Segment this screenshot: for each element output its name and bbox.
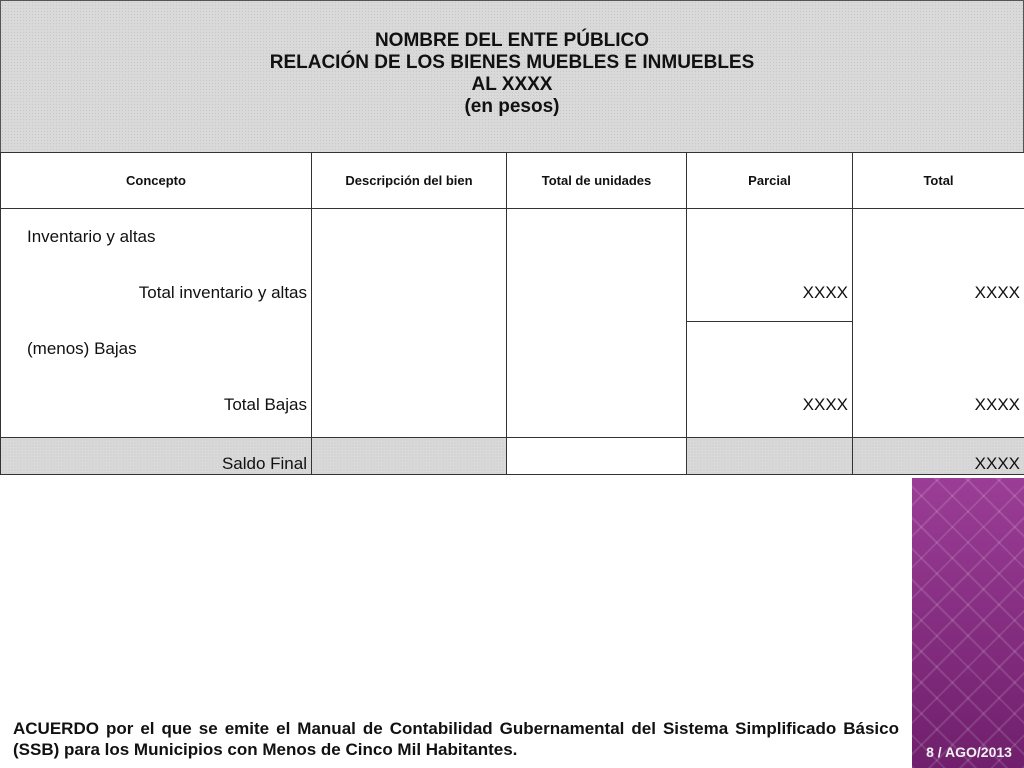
table-body-row bbox=[1, 209, 1024, 438]
saldo-descripcion-cell bbox=[312, 438, 507, 475]
total-inventario-total: XXXX bbox=[974, 283, 1020, 302]
descripcion-cell bbox=[312, 209, 507, 438]
assets-table bbox=[0, 152, 1024, 475]
total-inventario-label: Total inventario y altas bbox=[138, 283, 307, 302]
saldo-final-row bbox=[1, 438, 1024, 475]
col-parcial: Parcial bbox=[687, 153, 853, 209]
unidades-cell bbox=[507, 209, 687, 438]
report-currency: (en pesos) bbox=[464, 96, 560, 117]
decorative-panel bbox=[912, 478, 1024, 768]
inventario-label: Inventario y altas bbox=[27, 227, 156, 246]
total-inventario-parcial: XXXX bbox=[802, 283, 848, 302]
col-total: Total bbox=[853, 153, 1024, 209]
total-bajas-total: XXXX bbox=[974, 395, 1020, 414]
saldo-total: XXXX bbox=[974, 454, 1020, 473]
slide-date: 8 / AGO/2013 bbox=[926, 744, 1012, 760]
col-concepto: Concepto bbox=[1, 153, 312, 209]
total-bajas-parcial: XXXX bbox=[802, 395, 848, 414]
footer-note: ACUERDO por el que se emite el Manual de Contabilidad Gubernamental del Sistema Simplificado Básico (SSB) para los Municipios con Menos de Cinco Mil Habitantes. bbox=[13, 719, 899, 759]
bajas-label: (menos) Bajas bbox=[27, 339, 137, 358]
saldo-label: Saldo Final bbox=[221, 454, 307, 473]
table-header-row bbox=[1, 153, 1024, 209]
col-descripcion: Descripción del bien bbox=[312, 153, 507, 209]
parcial-cell bbox=[687, 209, 853, 438]
total-bajas-label: Total Bajas bbox=[223, 395, 307, 414]
saldo-total-cell bbox=[853, 438, 1024, 475]
concepto-cell bbox=[1, 209, 312, 438]
saldo-unidades-cell bbox=[507, 438, 687, 475]
report-header bbox=[0, 0, 1024, 154]
total-cell bbox=[853, 209, 1024, 438]
saldo-parcial-cell bbox=[687, 438, 853, 475]
col-unidades: Total de unidades bbox=[507, 153, 687, 209]
entity-name: NOMBRE DEL ENTE PÚBLICO bbox=[374, 30, 650, 51]
saldo-label-cell bbox=[1, 438, 312, 475]
report-title: RELACIÓN DE LOS BIENES MUEBLES E INMUEBLES bbox=[269, 52, 755, 73]
report-date: AL XXXX bbox=[471, 74, 553, 95]
